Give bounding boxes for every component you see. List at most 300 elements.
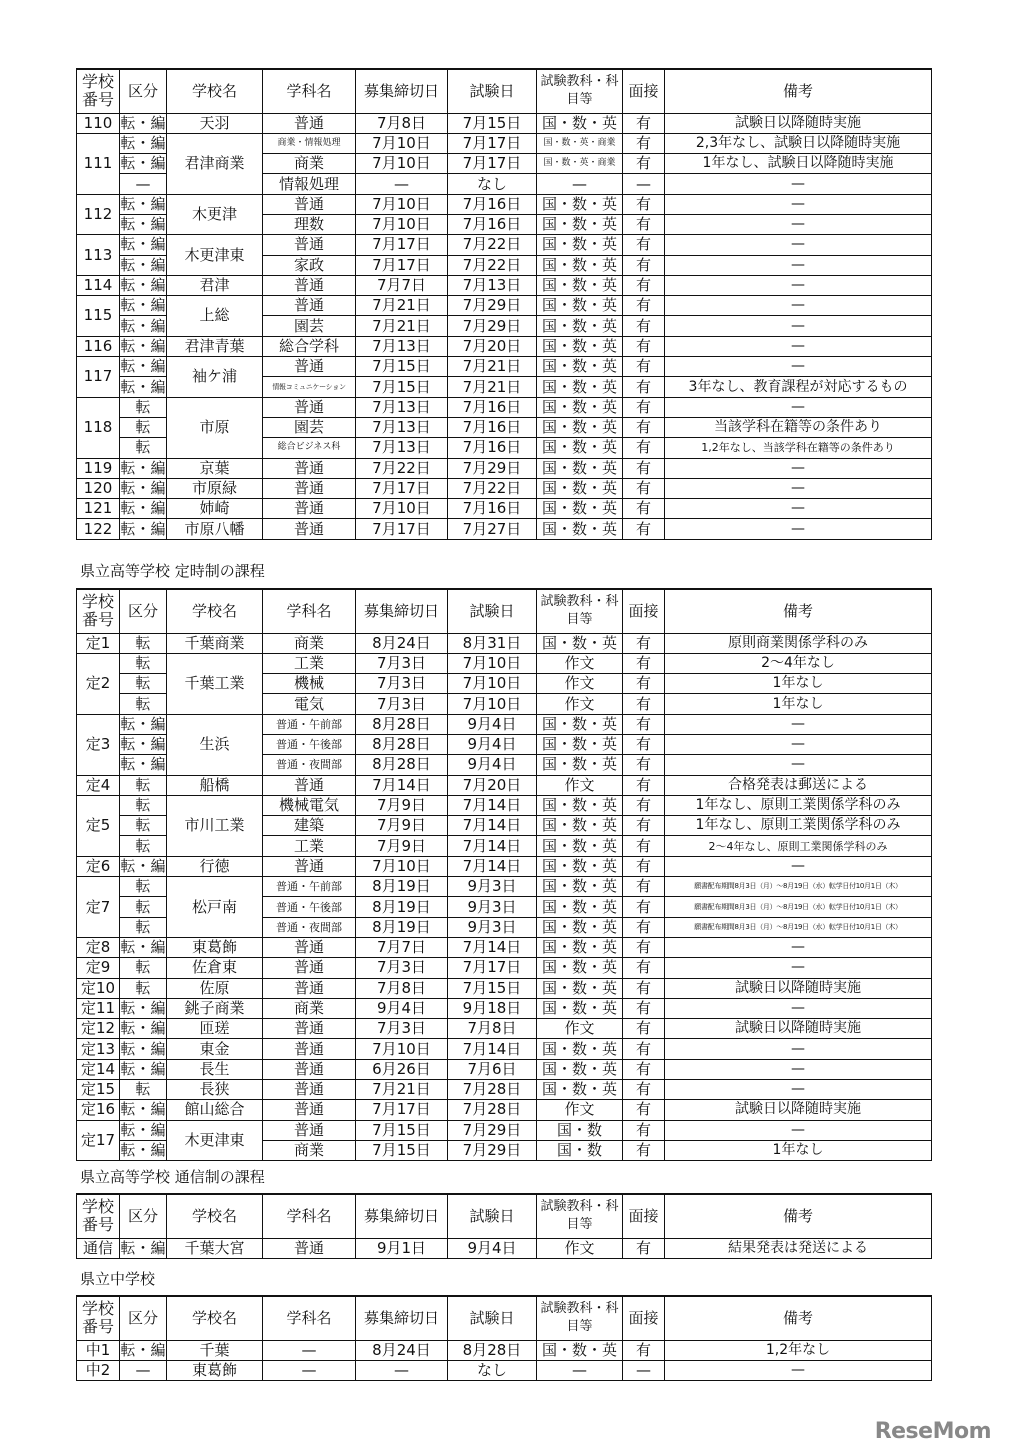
remarks-cell: 合格発表は郵送による [665, 775, 932, 795]
subjects-cell: 作文 [537, 1238, 623, 1258]
department-cell: — [263, 1360, 356, 1380]
table-row [77, 714, 932, 734]
exam-date-cell: 7月15日 [448, 978, 537, 998]
table-row [77, 357, 932, 377]
interview-cell: 有 [623, 458, 665, 478]
department-cell: 普通 [263, 519, 356, 539]
header-label: 試験教科・科目等 [540, 74, 619, 108]
remarks-cell: 願書配布期間8月3日（月）～8月19日（水）転学日付10月1日（木） [665, 897, 932, 917]
interview-cell: 有 [623, 377, 665, 397]
remarks-cell: — [665, 255, 932, 275]
department-cell: 普通 [263, 1238, 356, 1258]
header-label: 学科名 [286, 81, 332, 100]
header-remarks [665, 69, 932, 113]
interview-cell: 有 [623, 1238, 665, 1258]
table-row [77, 998, 932, 1018]
table-row [77, 458, 932, 478]
subjects-cell: 国・数・英 [537, 937, 623, 957]
subjects-cell: — [537, 1360, 623, 1380]
school-number: 110 [77, 113, 120, 133]
interview-cell: 有 [623, 1100, 665, 1120]
header-dept [263, 589, 356, 633]
exam-date-cell: 7月14日 [448, 795, 537, 815]
department-cell: 普通 [263, 194, 356, 214]
deadline-cell: 7月10日 [356, 499, 448, 519]
subjects-cell: 国・数・英 [537, 275, 623, 295]
department-cell: 普通 [263, 357, 356, 377]
subjects-cell: 国・数・英 [537, 795, 623, 815]
subjects-cell: 国・数・英 [537, 235, 623, 255]
school-number: 122 [77, 519, 120, 539]
school-number: 定2 [77, 653, 120, 714]
department-cell: 工業 [263, 653, 356, 673]
interview-cell: 有 [623, 397, 665, 417]
school-number: 119 [77, 458, 120, 478]
deadline-cell: 8月19日 [356, 917, 448, 937]
header-label: 学校名 [191, 1308, 237, 1327]
table-row [77, 296, 932, 316]
school-number: 中2 [77, 1360, 120, 1380]
subjects-cell: 国・数・英 [537, 397, 623, 417]
interview-cell: 有 [623, 357, 665, 377]
category-cell: 転 [120, 653, 167, 673]
remarks-cell: — [665, 519, 932, 539]
table-row [77, 1019, 932, 1039]
deadline-cell: 7月7日 [356, 937, 448, 957]
header-label: 試験教科・科目等 [540, 1199, 619, 1233]
remarks-cell: 願書配布期間8月3日（月）～8月19日（水）転学日付10月1日（木） [665, 917, 932, 937]
school-number: 定4 [77, 775, 120, 795]
header-remarks [665, 1194, 932, 1238]
resemom-logo: ReseMom [874, 1419, 991, 1444]
school-number: 定3 [77, 714, 120, 775]
interview-cell: 有 [623, 633, 665, 653]
category-cell: 転・編 [120, 499, 166, 518]
school-number: 定16 [77, 1100, 120, 1120]
remarks-cell: — [665, 458, 932, 478]
school-number: 定10 [77, 978, 120, 998]
subjects-cell: 国・数・英・商業 [537, 133, 623, 153]
deadline-cell: 7月3日 [356, 694, 448, 714]
school-name: 千葉大宮 [167, 1238, 263, 1258]
header-label: 募集締切日 [363, 601, 439, 620]
table-row [77, 1360, 932, 1380]
exam-date-cell: 7月10日 [448, 674, 537, 694]
remarks-cell: — [665, 958, 932, 978]
remarks-cell: — [665, 1120, 932, 1140]
category-cell: 転・編 [120, 255, 166, 274]
school-number: 定7 [77, 877, 120, 938]
remarks-cell: 当該学科在籍等の条件あり [665, 417, 932, 437]
interview-cell: 有 [623, 316, 665, 336]
exam-date-cell: 7月20日 [448, 775, 537, 795]
header-school [167, 589, 263, 633]
header-row [77, 1296, 932, 1340]
category-cell: 転・編 [120, 1238, 166, 1257]
header-kubun [120, 1296, 167, 1340]
header-label: 募集締切日 [363, 1308, 439, 1327]
header-subjects [537, 589, 623, 633]
exam-date-cell: 7月14日 [448, 856, 537, 876]
school-name: 木更津東 [167, 235, 263, 276]
school-name: 佐原 [167, 978, 263, 998]
subjects-cell: 作文 [537, 653, 623, 673]
remarks-cell: — [665, 714, 932, 734]
schedule-table [76, 68, 932, 540]
category-cell: 転・編 [120, 714, 166, 733]
department-cell: 普通 [263, 937, 356, 957]
table-row [77, 937, 932, 957]
header-kubun [120, 589, 167, 633]
school-number: 定5 [77, 795, 120, 856]
header-row [77, 589, 932, 633]
deadline-cell: 7月17日 [356, 519, 448, 539]
department-cell: 普通 [263, 1019, 356, 1039]
remarks-cell: — [665, 478, 932, 498]
header-exam [448, 1194, 537, 1238]
school-name: 市川工業 [167, 795, 263, 856]
interview-cell: 有 [623, 133, 665, 153]
subjects-cell: 国・数・英 [537, 214, 623, 234]
header-no [77, 1194, 120, 1238]
department-cell: 普通・午後部 [263, 897, 356, 917]
school-name: 行徳 [167, 856, 263, 876]
subjects-cell: 国・数・英 [537, 897, 623, 917]
school-name: 天羽 [167, 113, 263, 133]
table-row [77, 519, 932, 539]
deadline-cell: 8月28日 [356, 755, 448, 775]
subjects-cell: 国・数・英 [537, 417, 623, 437]
interview-cell: 有 [623, 154, 665, 174]
department-cell: 普通 [263, 478, 356, 498]
interview-cell: 有 [623, 755, 665, 775]
interview-cell: 有 [623, 1019, 665, 1039]
interview-cell: 有 [623, 795, 665, 815]
header-label: 募集締切日 [363, 81, 439, 100]
header-label: 試験日 [469, 601, 515, 620]
header-label: 学校名 [191, 601, 237, 620]
remarks-cell: — [665, 755, 932, 775]
department-cell: 商業 [263, 1140, 356, 1160]
exam-date-cell: 9月3日 [448, 917, 537, 937]
deadline-cell: 7月21日 [356, 1080, 448, 1100]
category-cell: 転 [120, 877, 167, 897]
school-number: 定8 [77, 937, 120, 957]
remarks-cell: — [665, 174, 932, 194]
header-label: 募集締切日 [363, 1206, 439, 1225]
table-row [77, 499, 932, 519]
header-no [77, 1296, 120, 1340]
exam-date-cell: 7月8日 [448, 1019, 537, 1039]
exam-date-cell: 9月4日 [448, 1238, 537, 1258]
school-name: 市原緑 [167, 478, 263, 498]
header-exam [448, 589, 537, 633]
department-cell: 工業 [263, 836, 356, 856]
subjects-cell: 国・数・英 [537, 734, 623, 754]
exam-date-cell: 8月28日 [448, 1340, 537, 1360]
category-cell: 転・編 [120, 1039, 166, 1058]
school-name: 君津 [167, 275, 263, 295]
deadline-cell: 7月13日 [356, 438, 448, 458]
subjects-cell: 国・数・英 [537, 113, 623, 133]
department-cell: 商業・情報処理 [263, 133, 356, 153]
interview-cell: 有 [623, 1340, 665, 1360]
table-row [77, 133, 932, 153]
header-label: 面接 [628, 601, 659, 620]
header-label: 区分 [127, 1206, 158, 1225]
table-row [77, 633, 932, 653]
schedule-table [76, 1295, 932, 1381]
exam-date-cell: 9月3日 [448, 897, 537, 917]
school-number: 112 [77, 194, 120, 235]
exam-date-cell: 7月10日 [448, 653, 537, 673]
exam-date-cell: 7月22日 [448, 235, 537, 255]
school-number: 113 [77, 235, 120, 276]
deadline-cell: 7月17日 [356, 235, 448, 255]
category-cell: 転・編 [120, 478, 166, 497]
header-kubun [120, 1194, 167, 1238]
remarks-cell: 1年なし、原則工業関係学科のみ [665, 816, 932, 836]
subjects-cell: 国・数・英 [537, 1059, 623, 1079]
exam-date-cell: 7月16日 [448, 417, 537, 437]
subjects-cell: 国・数・英 [537, 998, 623, 1018]
exam-date-cell: 7月14日 [448, 816, 537, 836]
deadline-cell: 7月10日 [356, 214, 448, 234]
subjects-cell: 国・数・英 [537, 499, 623, 519]
deadline-cell: 7月17日 [356, 255, 448, 275]
header-dept [263, 1296, 356, 1340]
school-name: 館山総合 [167, 1100, 263, 1120]
header-label: 面接 [628, 1308, 659, 1327]
category-cell: 転・編 [120, 276, 166, 295]
header-row [77, 1194, 932, 1238]
schedule-table [76, 588, 932, 1161]
interview-cell: 有 [623, 417, 665, 437]
deadline-cell: 8月19日 [356, 897, 448, 917]
exam-date-cell: 7月17日 [448, 133, 537, 153]
department-cell: 普通 [263, 275, 356, 295]
remarks-cell: 結果発表は発送による [665, 1238, 932, 1258]
deadline-cell: 7月21日 [356, 296, 448, 316]
department-cell: 普通・午前部 [263, 877, 356, 897]
header-no [77, 69, 120, 113]
header-no [77, 589, 120, 633]
school-name: 千葉商業 [167, 633, 263, 653]
school-name: 市原八幡 [167, 519, 263, 539]
school-number: 111 [77, 133, 120, 194]
deadline-cell: 8月28日 [356, 714, 448, 734]
table-row [77, 275, 932, 295]
deadline-cell: 7月15日 [356, 1140, 448, 1160]
table-row [77, 478, 932, 498]
interview-cell: 有 [623, 336, 665, 356]
deadline-cell: 7月8日 [356, 113, 448, 133]
header-label: 学校番号 [81, 1298, 114, 1336]
table-row [77, 397, 932, 417]
exam-date-cell: 7月16日 [448, 194, 537, 214]
subjects-cell: 作文 [537, 1100, 623, 1120]
remarks-cell: — [665, 1039, 932, 1059]
school-name: 京葉 [167, 458, 263, 478]
department-cell: 普通・夜間部 [263, 755, 356, 775]
category-cell: 転・編 [120, 458, 166, 477]
deadline-cell: 8月28日 [356, 734, 448, 754]
school-name: 東金 [167, 1039, 263, 1059]
section-title: 県立高等学校 通信制の課程 [80, 1168, 265, 1186]
interview-cell: 有 [623, 235, 665, 255]
subjects-cell: 国・数 [537, 1120, 623, 1140]
category-cell: 転・編 [120, 215, 166, 234]
subjects-cell: 国・数・英 [537, 316, 623, 336]
category-cell: 転・編 [120, 1340, 166, 1359]
exam-date-cell: 7月16日 [448, 438, 537, 458]
deadline-cell: 7月10日 [356, 194, 448, 214]
remarks-cell: 1年なし [665, 1140, 932, 1160]
remarks-cell: — [665, 235, 932, 255]
remarks-cell: 試験日以降随時実施 [665, 978, 932, 998]
subjects-cell: 国・数・英 [537, 255, 623, 275]
category-cell: 転・編 [120, 133, 166, 152]
school-number: 定11 [77, 998, 120, 1018]
exam-date-cell: 7月14日 [448, 1039, 537, 1059]
remarks-cell: — [665, 316, 932, 336]
subjects-cell: 国・数・英 [537, 958, 623, 978]
header-remarks [665, 1296, 932, 1340]
remarks-cell: — [665, 856, 932, 876]
deadline-cell: 7月9日 [356, 816, 448, 836]
header-deadline [356, 1194, 448, 1238]
school-number: 117 [77, 357, 120, 398]
header-label: 学校番号 [81, 591, 114, 629]
category-cell: 転 [120, 795, 167, 815]
table-row [77, 958, 932, 978]
school-number: 定17 [77, 1120, 120, 1161]
deadline-cell: 7月15日 [356, 377, 448, 397]
interview-cell: 有 [623, 499, 665, 519]
school-name: 木更津 [167, 194, 263, 235]
exam-date-cell: 7月10日 [448, 694, 537, 714]
interview-cell: 有 [623, 714, 665, 734]
school-number: 通信 [77, 1238, 120, 1258]
header-label: 学科名 [286, 1206, 332, 1225]
department-cell: 普通 [263, 1120, 356, 1140]
department-cell: 普通 [263, 1100, 356, 1120]
subjects-cell: 国・数・英 [537, 816, 623, 836]
subjects-cell: 国・数・英 [537, 755, 623, 775]
department-cell: 普通 [263, 458, 356, 478]
remarks-cell: 試験日以降随時実施 [665, 113, 932, 133]
remarks-cell: — [665, 397, 932, 417]
remarks-cell: 1年なし [665, 674, 932, 694]
table-row [77, 235, 932, 255]
department-cell: 普通 [263, 1080, 356, 1100]
category-cell: 転 [120, 438, 167, 458]
category-cell: 転 [120, 1080, 167, 1100]
deadline-cell: 7月10日 [356, 133, 448, 153]
school-name: 袖ケ浦 [167, 357, 263, 398]
interview-cell: 有 [623, 296, 665, 316]
department-cell: 普通 [263, 397, 356, 417]
category-cell: 転 [120, 674, 167, 694]
department-cell: 普通 [263, 978, 356, 998]
exam-date-cell: 7月29日 [448, 296, 537, 316]
header-dept [263, 69, 356, 113]
exam-date-cell: 7月28日 [448, 1100, 537, 1120]
header-deadline [356, 1296, 448, 1340]
department-cell: 普通 [263, 296, 356, 316]
category-cell: 転・編 [120, 1141, 166, 1160]
school-name: 東葛飾 [167, 1360, 263, 1380]
header-interview [623, 1194, 665, 1238]
school-name: 匝瑳 [167, 1019, 263, 1039]
subjects-cell: 国・数・英 [537, 714, 623, 734]
school-name: 松戸南 [167, 877, 263, 938]
header-dept [263, 1194, 356, 1238]
subjects-cell: 国・数・英 [537, 1039, 623, 1059]
exam-date-cell: 7月21日 [448, 357, 537, 377]
exam-date-cell: 7月29日 [448, 316, 537, 336]
interview-cell: 有 [623, 255, 665, 275]
exam-date-cell: 7月29日 [448, 458, 537, 478]
deadline-cell: 7月7日 [356, 275, 448, 295]
deadline-cell: — [356, 1360, 448, 1380]
table-row [77, 978, 932, 998]
table-row [77, 775, 932, 795]
remarks-cell: — [665, 275, 932, 295]
school-name: 千葉 [167, 1340, 263, 1360]
category-cell: 転・編 [120, 113, 166, 132]
header-label: 学科名 [286, 1308, 332, 1327]
interview-cell: 有 [623, 877, 665, 897]
header-label: 学科名 [286, 601, 332, 620]
interview-cell: 有 [623, 674, 665, 694]
exam-date-cell: 9月4日 [448, 714, 537, 734]
remarks-cell: 原則商業関係学科のみ [665, 633, 932, 653]
category-cell: 転 [120, 816, 167, 836]
deadline-cell: 7月13日 [356, 417, 448, 437]
exam-date-cell: 7月29日 [448, 1120, 537, 1140]
interview-cell: 有 [623, 1059, 665, 1079]
section-title: 県立中学校 [80, 1270, 156, 1288]
school-number: 114 [77, 275, 120, 295]
remarks-cell: — [665, 499, 932, 519]
school-name: 君津青葉 [167, 336, 263, 356]
school-number: 115 [77, 296, 120, 337]
table-row [77, 1100, 932, 1120]
header-subjects [537, 1194, 623, 1238]
subjects-cell: 国・数・英 [537, 336, 623, 356]
subjects-cell: 作文 [537, 1019, 623, 1039]
interview-cell: 有 [623, 937, 665, 957]
exam-date-cell: 9月4日 [448, 755, 537, 775]
department-cell: 機械 [263, 674, 356, 694]
header-interview [623, 69, 665, 113]
header-subjects [537, 69, 623, 113]
remarks-cell: — [665, 194, 932, 214]
table-row [77, 1059, 932, 1079]
interview-cell: 有 [623, 998, 665, 1018]
table-row [77, 1120, 932, 1140]
header-interview [623, 589, 665, 633]
deadline-cell: — [356, 174, 448, 194]
category-cell: 転・編 [120, 1120, 166, 1139]
subjects-cell: 作文 [537, 775, 623, 795]
interview-cell: 有 [623, 653, 665, 673]
category-cell: 転 [120, 694, 167, 714]
deadline-cell: 7月3日 [356, 1019, 448, 1039]
school-name: 木更津東 [167, 1120, 263, 1161]
header-deadline [356, 589, 448, 633]
